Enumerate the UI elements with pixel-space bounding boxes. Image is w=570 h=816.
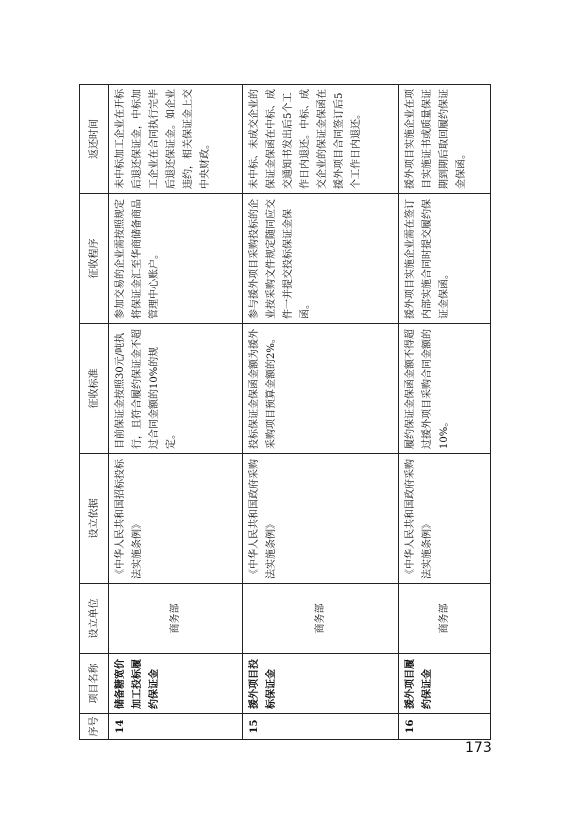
cell-basis: 《中华人民共和国政府采购法实施条例》 bbox=[398, 454, 490, 584]
table-row bbox=[109, 85, 243, 740]
header-standard: 征收标准 bbox=[80, 324, 109, 454]
cell-seq: 15 bbox=[243, 714, 398, 740]
cell-name: 援外项目投标保证金 bbox=[243, 654, 398, 714]
fee-table bbox=[79, 84, 491, 740]
header-return: 返还时间 bbox=[80, 85, 109, 194]
header-procedure: 征收程序 bbox=[80, 194, 109, 324]
table-header-row bbox=[80, 85, 109, 740]
cell-procedure: 参与援外项目采购投标的企业按采购文件规定随同应交件一并提交投标保证金保函。 bbox=[243, 194, 398, 324]
cell-name: 援外项目履约保证金 bbox=[398, 654, 490, 714]
cell-return: 援外项目实施企业在项目实施证书或质量保证期到期后取回履约保证金保函。 bbox=[398, 85, 490, 194]
cell-basis: 《中华人民共和国政府采购法实施条例》 bbox=[243, 454, 398, 584]
header-basis: 设立依据 bbox=[80, 454, 109, 584]
cell-procedure: 参加交易的企业需按照规定将保证金汇至华商储备商品管理中心账户。 bbox=[109, 194, 243, 324]
cell-standard: 投标保证金保函金额为援外采购项目预算金额的2%。 bbox=[243, 324, 398, 454]
header-unit: 设立单位 bbox=[80, 584, 109, 654]
cell-standard: 目前保证金按照30元/吨执行，且符合履约保证金不超过合同金额的10%的规定。 bbox=[109, 324, 243, 454]
cell-return: 未中标加工企业在开标后退还保证金，中标加工企业在合同执行完毕后退还保证金。如企业违约，相关保证金上交中央财政。 bbox=[109, 85, 243, 194]
cell-procedure: 援外项目实施企业需在签订内部实施合同时提交履约保证金保函。 bbox=[398, 194, 490, 324]
cell-seq: 16 bbox=[398, 714, 490, 740]
header-name: 项目名称 bbox=[80, 654, 109, 714]
cell-name: 储备糖宽价加工投标履约保证金 bbox=[109, 654, 243, 714]
cell-basis: 《中华人民共和国招标投标法实施条例》 bbox=[109, 454, 243, 584]
cell-unit: 商务部 bbox=[243, 584, 398, 654]
table-row bbox=[243, 85, 398, 740]
cell-standard: 履约保证金保函金额不得超过援外项目采购合同金额的10%。 bbox=[398, 324, 490, 454]
cell-return: 未中标、未成交企业的保证金保函在中标、成交通知书发出后5个工作日内退还。中标、成交企业的保证金保函在援外项目合同签订后5个工作日内退还。 bbox=[243, 85, 398, 194]
table-row bbox=[398, 85, 490, 740]
cell-seq: 14 bbox=[109, 714, 243, 740]
header-seq: 序号 bbox=[80, 714, 109, 740]
rotated-table-wrapper bbox=[79, 85, 491, 740]
cell-unit: 商务部 bbox=[109, 584, 243, 654]
cell-unit: 商务部 bbox=[398, 584, 490, 654]
page-number: 173 bbox=[465, 740, 492, 756]
